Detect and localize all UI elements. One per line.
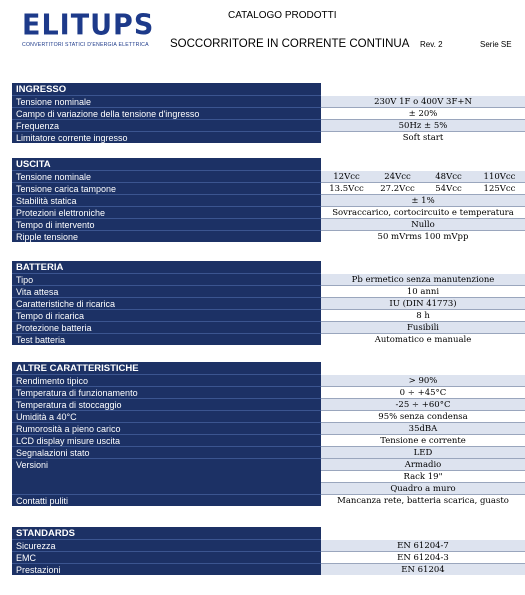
spec-value: 12Vcc (333, 172, 360, 182)
spec-row (12, 119, 525, 131)
spec-value: ± 1% (321, 194, 525, 206)
spec-label: LCD display misure uscita (12, 434, 321, 446)
section-standards (12, 527, 525, 575)
spec-value: 8 h (321, 309, 525, 321)
spec-value: > 90% (321, 374, 525, 386)
spec-row (12, 206, 525, 218)
spec-row (12, 398, 525, 410)
spec-value: EN 61204 (321, 563, 525, 575)
spec-value: 54Vcc (435, 184, 462, 194)
spec-label: Limitatore corrente ingresso (12, 131, 321, 143)
section-uscita (12, 158, 525, 242)
spec-value: 50Hz ± 5% (321, 119, 525, 131)
spec-value: 95% senza condensa (321, 410, 525, 422)
spec-label: Prestazioni (12, 563, 321, 575)
spec-label: Test batteria (12, 333, 321, 345)
section-altre-caratteristiche (12, 362, 525, 506)
spec-row (12, 446, 525, 458)
spec-value-list (321, 458, 525, 494)
spec-row (12, 218, 525, 230)
section-title: STANDARDS (12, 527, 321, 539)
spec-value: EN 61204-3 (321, 551, 525, 563)
spec-value: 35dBA (321, 422, 525, 434)
section-title: BATTERIA (12, 261, 321, 273)
spec-value: Tensione e corrente (321, 434, 525, 446)
spec-value: Sovraccarico, cortocircuito e temperatura (321, 206, 525, 218)
spec-row (12, 285, 525, 297)
spec-label: Ripple tensione (12, 230, 321, 242)
spec-value: Pb ermetico senza manutenzione (321, 273, 525, 285)
section-title: ALTRE CARATTERISTICHE (12, 362, 321, 374)
spec-label: Vita attesa (12, 285, 321, 297)
section-ingresso (12, 83, 525, 143)
section-title: USCITA (12, 158, 321, 170)
spec-value: Soft start (321, 131, 525, 143)
spec-label: Temperatura di stoccaggio (12, 398, 321, 410)
spec-value: Automatico e manuale (321, 333, 525, 345)
spec-value: 230V 1F o 400V 3F+N (321, 95, 525, 107)
spec-label: Tensione nominale (12, 170, 321, 182)
spec-row-versioni (12, 458, 525, 494)
section-batteria (12, 261, 525, 345)
logo-wordmark: ELITUPS (22, 9, 155, 42)
spec-value-group (321, 170, 525, 182)
spec-label: Rendimento tipico (12, 374, 321, 386)
spec-row (12, 494, 525, 506)
spec-label: Protezione batteria (12, 321, 321, 333)
spec-value: 48Vcc (435, 172, 462, 182)
spec-value: 50 mVrms 100 mVpp (321, 230, 525, 242)
spec-row (12, 386, 525, 398)
spec-label: Tempo di intervento (12, 218, 321, 230)
spec-value: 10 anni (321, 285, 525, 297)
section-title: INGRESSO (12, 83, 321, 95)
spec-label: Versioni (12, 458, 321, 494)
spec-row (12, 374, 525, 386)
revision-label: Rev. 2 (420, 40, 443, 49)
spec-value: ± 20% (321, 107, 525, 119)
spec-value: Armadio (321, 458, 525, 470)
spec-row (12, 194, 525, 206)
spec-row (12, 563, 525, 575)
spec-value: Nullo (321, 218, 525, 230)
spec-label: Tensione nominale (12, 95, 321, 107)
spec-row (12, 309, 525, 321)
spec-label: Tensione carica tampone (12, 182, 321, 194)
spec-value: EN 61204-7 (321, 539, 525, 551)
spec-row (12, 434, 525, 446)
spec-value-group (321, 182, 525, 194)
spec-row (12, 321, 525, 333)
spec-value: -25 ÷ +60°C (321, 398, 525, 410)
spec-label: Tipo (12, 273, 321, 285)
spec-value: 27.2Vcc (380, 184, 415, 194)
spec-value: 110Vcc (483, 172, 516, 182)
document-title: SOCCORRITORE IN CORRENTE CONTINUA (170, 38, 410, 50)
spec-row (12, 551, 525, 563)
spec-value: Fusibili (321, 321, 525, 333)
spec-value: Rack 19" (321, 470, 525, 482)
spec-label: Caratteristiche di ricarica (12, 297, 321, 309)
spec-row (12, 539, 525, 551)
spec-row (12, 95, 525, 107)
spec-label: Rumorosità a pieno carico (12, 422, 321, 434)
spec-row (12, 273, 525, 285)
spec-label: Protezioni elettroniche (12, 206, 321, 218)
spec-row (12, 170, 525, 182)
spec-value: 0 ÷ +45°C (321, 386, 525, 398)
spec-row (12, 297, 525, 309)
spec-value: Quadro a muro (321, 482, 525, 494)
spec-value: 24Vcc (384, 172, 411, 182)
spec-value: LED (321, 446, 525, 458)
spec-label: Temperatura di funzionamento (12, 386, 321, 398)
spec-row (12, 230, 525, 242)
logo-tagline: CONVERTITORI STATICI D'ENERGIA ELETTRICA (22, 42, 149, 48)
spec-value: Mancanza rete, batteria scarica, guasto (321, 494, 525, 506)
spec-label: Campo di variazione della tensione d'ingresso (12, 107, 321, 119)
spec-label: EMC (12, 551, 321, 563)
spec-label: Segnalazioni stato (12, 446, 321, 458)
spec-label: Frequenza (12, 119, 321, 131)
spec-label: Umidità a 40°C (12, 410, 321, 422)
page-header (0, 0, 525, 80)
spec-row (12, 131, 525, 143)
spec-row (12, 333, 525, 345)
spec-row (12, 422, 525, 434)
spec-label: Sicurezza (12, 539, 321, 551)
catalog-label: CATALOGO PRODOTTI (228, 10, 337, 21)
elitups-logo (22, 9, 162, 52)
spec-row (12, 182, 525, 194)
spec-row (12, 107, 525, 119)
series-label: Serie SE (480, 40, 512, 49)
spec-label: Tempo di ricarica (12, 309, 321, 321)
spec-value: 13.5Vcc (329, 184, 364, 194)
spec-row (12, 410, 525, 422)
spec-value: IU (DIN 41773) (321, 297, 525, 309)
spec-label: Stabilità statica (12, 194, 321, 206)
spec-value: 125Vcc (483, 184, 516, 194)
spec-label: Contatti puliti (12, 494, 321, 506)
